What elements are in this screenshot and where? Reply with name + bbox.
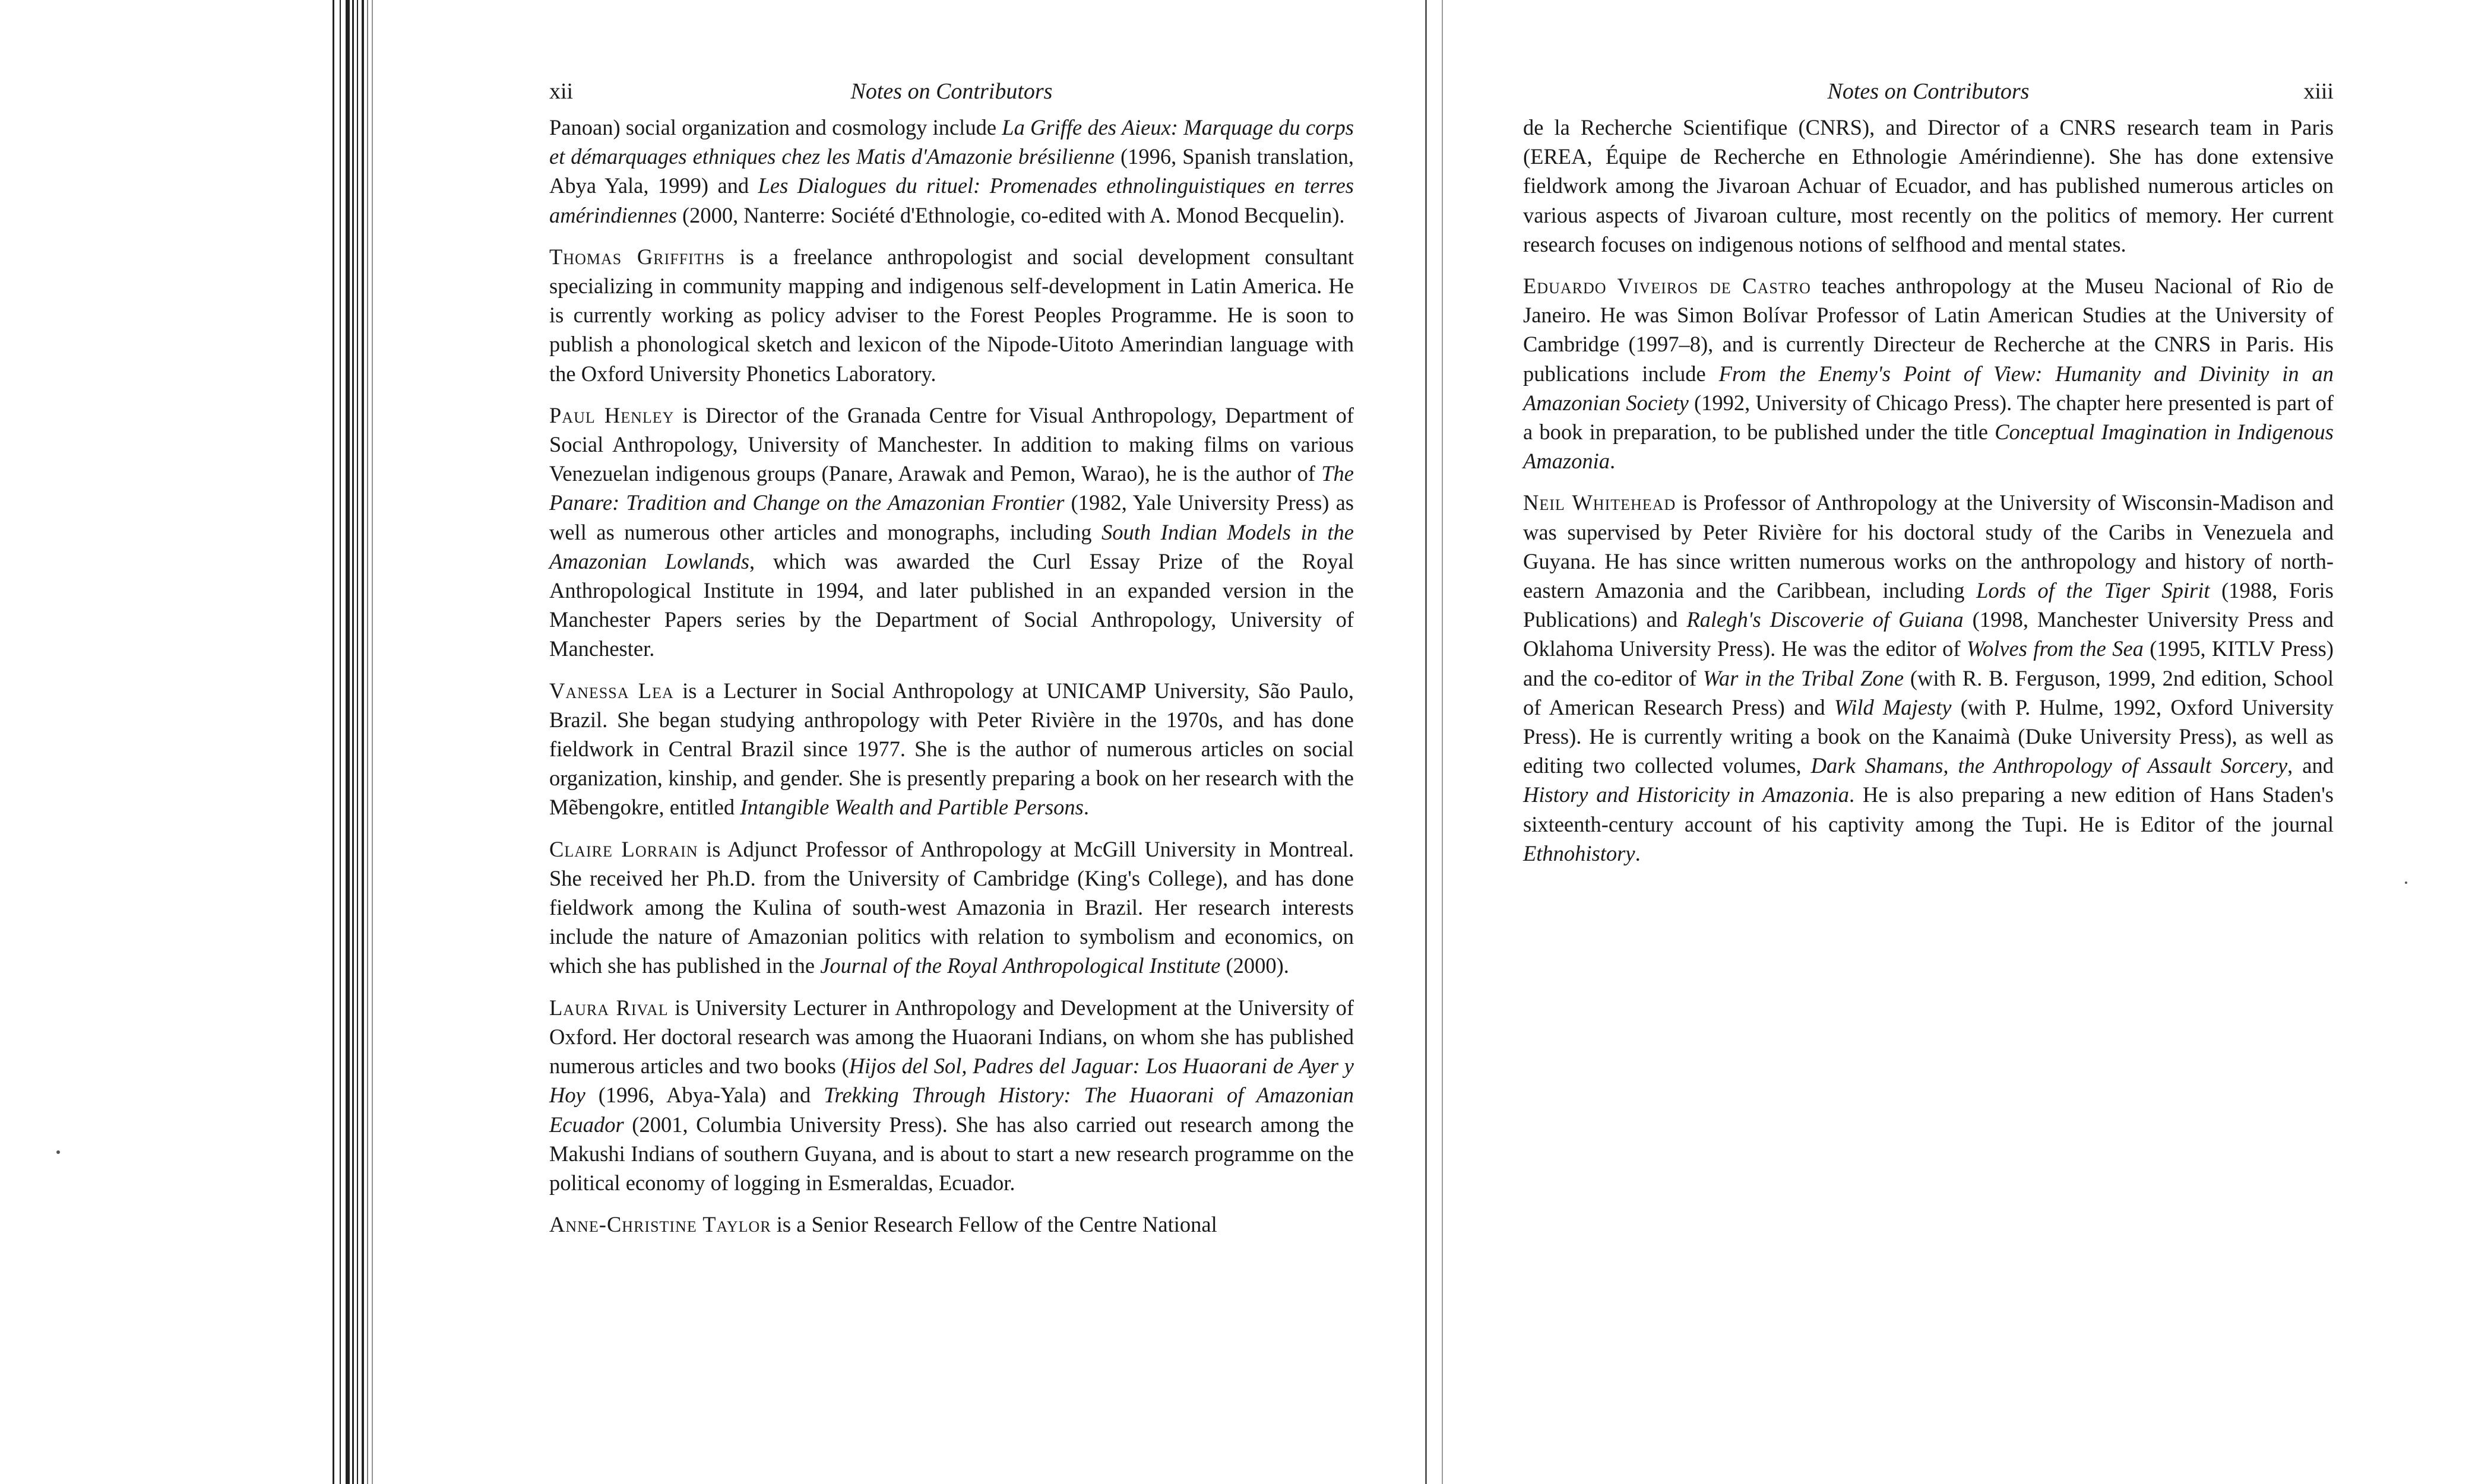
publication-title: From the Enemy's Point of View: Humanity and Divinity in an Amazonian Society xyxy=(1523,361,2334,415)
right-entries xyxy=(1523,113,2334,868)
left-entries xyxy=(549,113,1354,1239)
publication-title: Intangible Wealth and Partible Persons xyxy=(740,795,1084,820)
contributor-name: Vanessa Lea xyxy=(549,678,674,703)
book-spine-edge xyxy=(1422,0,1487,1484)
contributor-entry-henley xyxy=(549,401,1354,664)
entry-text: (2001, Columbia University Press). She has also carried out research among the Makushi Indians of southern Guyana, and is about to start a new research programme on the political economy of logging in Esmeraldas, Ecuador. xyxy=(549,1112,1354,1195)
publication-title: War in the Tribal Zone xyxy=(1702,665,1904,690)
contributor-entry-viveiros xyxy=(1523,271,2334,475)
scan-speck xyxy=(2405,881,2407,884)
entry-text: (1998, Manchester University Press and Oklahoma University Press). He was the editor of xyxy=(1523,607,2334,661)
publication-title: Wild Majesty xyxy=(1834,695,1952,719)
left-page xyxy=(549,71,1354,1251)
entry-text: , and xyxy=(2287,753,2334,778)
contributor-entry-lea xyxy=(549,676,1354,822)
entry-text: (1988, Foris Publications) and xyxy=(1523,578,2334,632)
entry-text: (1996, Spanish translation, Abya Yala, 1999) and xyxy=(549,144,1354,198)
contributor-entry-taylor xyxy=(549,1210,1354,1239)
publication-title: Ralegh's Discoverie of Guiana xyxy=(1686,607,1964,632)
publication-title: Les Dialogues du rituel: Promenades ethnolinguistiques en terres amérindiennes xyxy=(549,173,1354,227)
publication-title: La Griffe des Aieux: Marquage du corps et démarquages ethniques chez les Matis d'Amazonie brésilienne xyxy=(549,115,1354,169)
contributor-name: Thomas Griffiths xyxy=(549,244,725,269)
entry-text: (with P. Hulme, 1992, Oxford University Press). He is currently writing a book on the Kanaimà (Duke University Press), as well as editing two collected volumes, xyxy=(1523,695,2334,778)
publication-title: Dark Shamans, the Anthropology of Assault Sorcery xyxy=(1810,753,2288,778)
entry-text: . He is also preparing a new edition of Hans Staden's sixteenth-century account of his captivity among the Tupi. He is Editor of the journal xyxy=(1523,782,2334,836)
entry-text: is a Lecturer in Social Anthropology at UNICAMP University, São Paulo, Brazil. She began studying anthropology with Peter Rivière in the 1970s, and has done fieldwork in Central Brazil since 1977. She is the author of numerous articles on social organization, kinship, and gender. She is presently preparing a book on her research with the Mẽbengokre, entitled xyxy=(549,678,1354,820)
publication-title: Ethnohistory xyxy=(1523,841,1635,865)
entry-text: (1996, Abya-Yala) and xyxy=(585,1083,824,1108)
entry-text: is Professor of Anthropology at the University of Wisconsin-Madison and was supervised by Peter Rivière for his doctoral study of the Caribs in Venezuela and Guyana. He has since written numerous works on the anthropology and history of north-eastern Amazonia and the Caribbean, including xyxy=(1523,490,2334,603)
entry-text: (1992, University of Chicago Press). The chapter here presented is part of a book in preparation, to be published under the title xyxy=(1523,390,2334,445)
entry-text: . xyxy=(1083,795,1089,820)
entry-text: is Adjunct Professor of Anthropology at McGill University in Montreal. She received her Ph.D. from the University of Cambridge (King's College), and has done fieldwork among the Kulina of south-west Amazonia in Brazil. Her research interests include the nature of Amazonian politics with relation to symbolism and economics, on which she has published in the xyxy=(549,836,1354,978)
right-running-head xyxy=(1523,71,2334,113)
left-page-number: xii xyxy=(549,79,574,104)
publication-title: History and Historicity in Amazonia xyxy=(1523,782,1850,807)
publication-title: Journal of the Royal Anthropological Institute xyxy=(820,953,1221,978)
contributor-name: Eduardo Viveiros de Castro xyxy=(1523,274,1811,299)
contributor-entry-taylor-cont xyxy=(1523,113,2334,259)
left-gutter-scan-edge xyxy=(333,0,386,1484)
contributor-name: Paul Henley xyxy=(549,402,675,427)
entry-text: is a freelance anthropologist and social development consultant specializing in community mapping and indigenous self-development in Latin America. He is currently working as policy adviser to the Forest Peoples Programme. He is soon to publish a phonological sketch and lexicon of the Nipode-Uitoto Amerindian language with the Oxford University Phonetics Laboratory. xyxy=(549,244,1354,386)
entry-text: , which was awarded the Curl Essay Prize of the Royal Anthropological Institute in 1994, and later published in an expanded version in the Manchester Papers series by the Department of Social Anthropology, University of Manchester. xyxy=(549,548,1354,661)
publication-title: Conceptual Imagination in Indigenous Amazonia xyxy=(1523,420,2334,474)
entry-text: (2000, Nanterre: Société d'Ethnologie, co-edited with A. Monod Becquelin). xyxy=(676,202,1345,227)
publication-title: South Indian Models in the Amazonian Lowlands xyxy=(549,519,1354,573)
left-running-head xyxy=(549,71,1354,113)
publication-title: Trekking Through History: The Huaorani of Amazonian Ecuador xyxy=(549,1083,1354,1137)
contributor-entry-panoan xyxy=(549,113,1354,230)
right-page xyxy=(1523,71,2334,880)
publication-title: Hijos del Sol, Padres del Jaguar: Los Huaorani de Ayer y Hoy xyxy=(549,1054,1354,1108)
contributor-entry-lorrain xyxy=(549,835,1354,981)
entry-text: (1995, KITLV Press) and the co-editor of xyxy=(1523,636,2334,690)
entry-text: . xyxy=(1635,841,1641,865)
scan-speck xyxy=(56,1150,60,1154)
left-running-title: Notes on Contributors xyxy=(850,79,1053,104)
entry-text: de la Recherche Scientifique (CNRS), and Director of a CNRS research team in Paris (EREA, Équipe de Recherche en Ethnologie Amérindienne). She has done extensive fieldwork among the Jivaroan Achuar of Ecuador, and has published numerous articles on various aspects of Jivaroan culture, most recently on the politics of memory. Her current research focuses on indigenous notions of selfhood and mental states. xyxy=(1523,115,2334,256)
contributor-name: Claire Lorrain xyxy=(549,836,698,861)
right-page-number: xiii xyxy=(2303,79,2334,104)
contributor-entry-whitehead xyxy=(1523,488,2334,868)
contributor-name: Laura Rival xyxy=(549,995,669,1020)
contributor-name: Anne-Christine Taylor xyxy=(549,1212,771,1237)
entry-text: Panoan) social organization and cosmology include xyxy=(549,115,1002,139)
publication-title: Lords of the Tiger Spirit xyxy=(1976,578,2210,603)
entry-text: . xyxy=(1610,449,1616,474)
publication-title: The Panare: Tradition and Change on the Amazonian Frontier xyxy=(549,461,1354,515)
right-running-title: Notes on Contributors xyxy=(1827,79,2030,104)
entry-text: (2000). xyxy=(1220,953,1289,978)
contributor-entry-rival xyxy=(549,993,1354,1197)
entry-text: is Director of the Granada Centre for Visual Anthropology, Department of Social Anthropology, University of Manchester. In addition to making films on various Venezuelan indigenous groups (Panare, Arawak and Pemon, Warao), he is the author of xyxy=(549,402,1354,486)
publication-title: Wolves from the Sea xyxy=(1966,636,2144,661)
entry-text: is University Lecturer in Anthropology and Development at the University of Oxford. Her doctoral research was among the Huaorani Indians, on whom she has published numerous articles and two books ( xyxy=(549,995,1354,1079)
entry-text: is a Senior Research Fellow of the Centre National xyxy=(771,1212,1217,1237)
entry-text: (with R. B. Ferguson, 1999, 2nd edition, School of American Research Press) and xyxy=(1523,665,2334,719)
entry-text: (1982, Yale University Press) as well as numerous other articles and monographs, including xyxy=(549,490,1354,544)
contributor-name: Neil Whitehead xyxy=(1523,490,1676,515)
entry-text: teaches anthropology at the Museu Nacional of Rio de Janeiro. He was Simon Bolívar Professor of Latin American Studies at the University of Cambridge (1997–8), and is currently Directeur de Recherche at the CNRS in Paris. His publications include xyxy=(1523,274,2334,386)
contributor-entry-griffiths xyxy=(549,242,1354,388)
